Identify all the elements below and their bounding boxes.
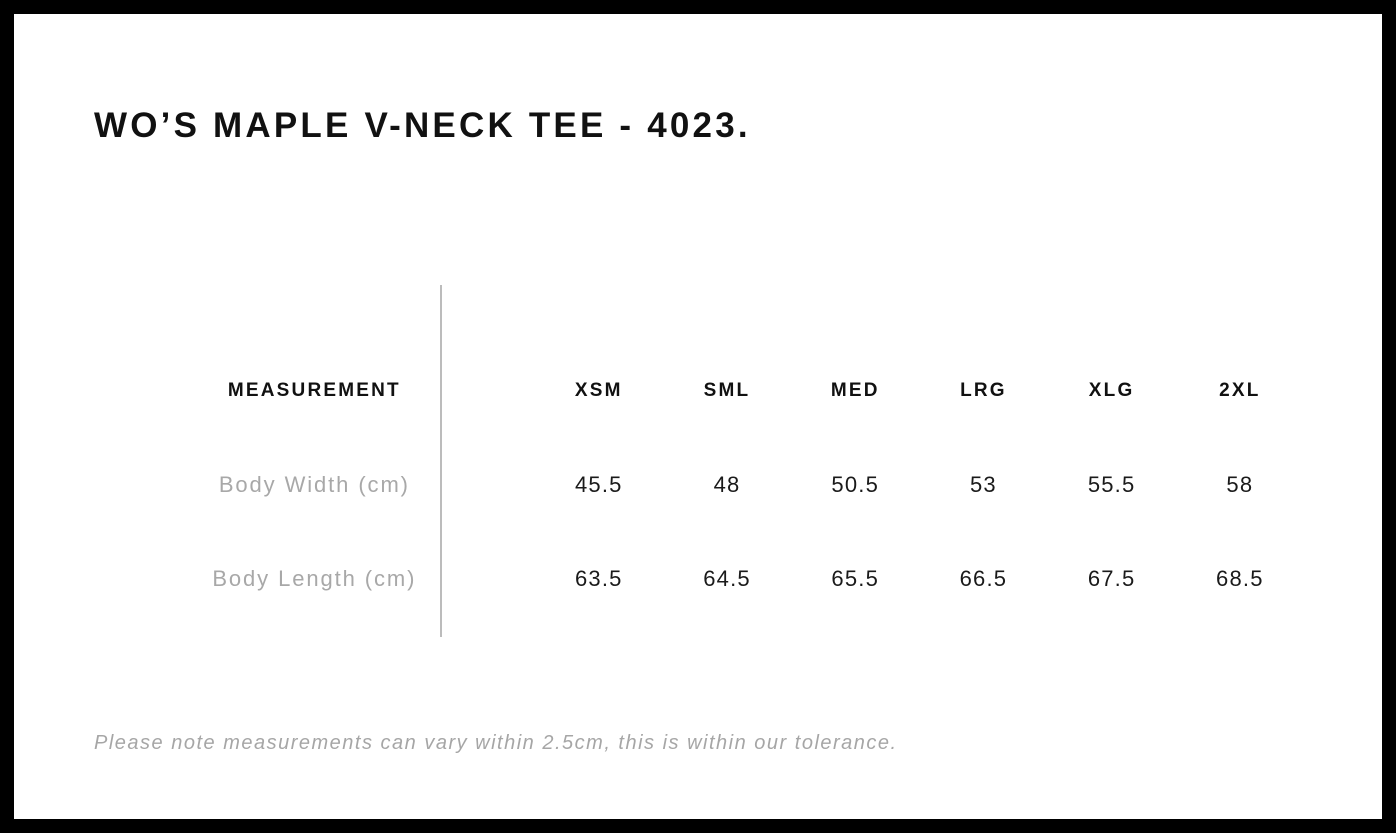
table-row: [94, 532, 1304, 626]
table-row: [94, 438, 1304, 532]
cell-body-length-med: 65.5: [831, 566, 880, 591]
size-chart-table: [94, 344, 1304, 626]
cell-body-width-xlg: 55.5: [1087, 472, 1136, 497]
cell-body-width-xsm: 45.5: [575, 472, 623, 497]
column-header-lrg: LRG: [960, 380, 1007, 401]
table-header-row: [94, 344, 1304, 438]
cell-body-length-sml: 64.5: [703, 566, 751, 591]
cell-body-width-sml: 48: [713, 472, 741, 497]
tolerance-note: Please note measurements can vary within 2.5cm, this is within our tolerance.: [94, 732, 898, 754]
column-header-2xl: 2XL: [1219, 380, 1261, 401]
page-title: WO’S MAPLE V-NECK TEE - 4023.: [94, 106, 751, 145]
row-label-body-width: Body Width (cm): [218, 472, 410, 497]
cell-body-length-xsm: 63.5: [575, 566, 623, 591]
cell-body-width-lrg: 53: [969, 472, 997, 497]
cell-body-length-2xl: 68.5: [1216, 566, 1264, 591]
row-label-body-length: Body Length (cm): [212, 566, 417, 591]
size-chart-page: [14, 14, 1382, 819]
cell-body-length-xlg: 67.5: [1087, 566, 1136, 591]
column-header-xsm: XSM: [574, 380, 623, 401]
cell-body-width-2xl: 58: [1226, 472, 1254, 497]
column-header-xlg: XLG: [1088, 380, 1135, 401]
cell-body-width-med: 50.5: [831, 472, 880, 497]
cell-body-length-lrg: 66.5: [959, 566, 1008, 591]
column-header-sml: SML: [703, 380, 751, 401]
column-header-measurement: MEASUREMENT: [227, 380, 401, 401]
column-header-med: MED: [830, 380, 880, 401]
